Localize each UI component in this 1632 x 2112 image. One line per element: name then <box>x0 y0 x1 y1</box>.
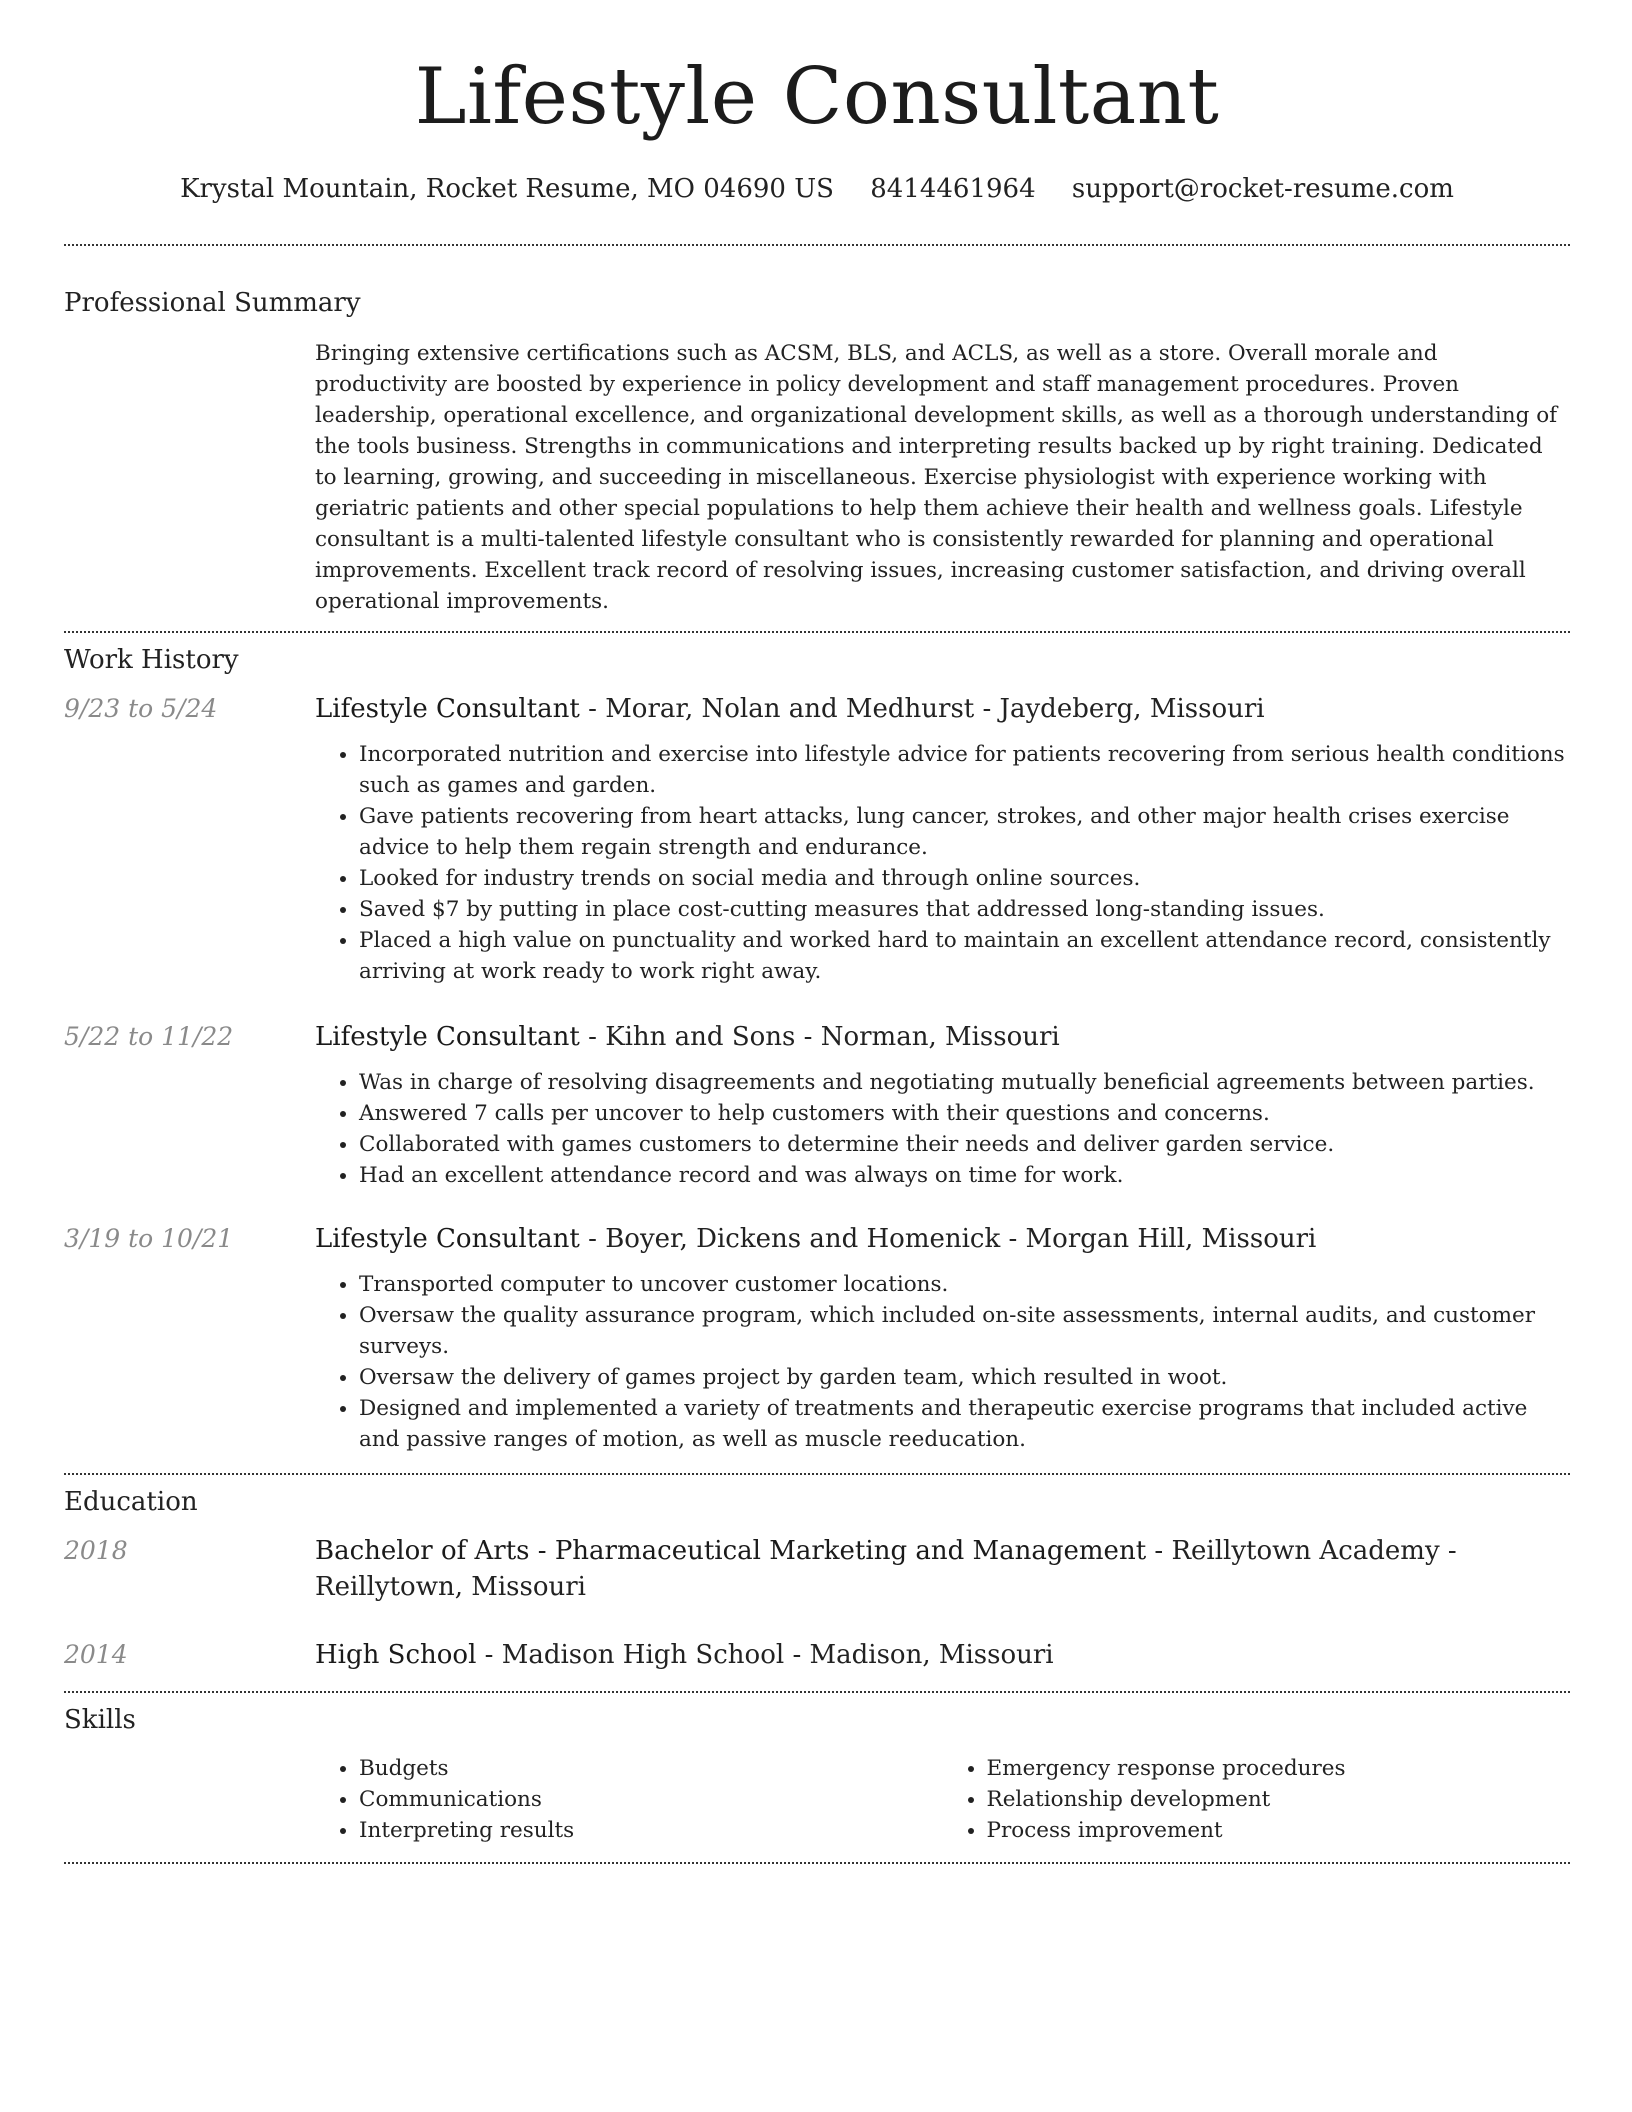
job-title <box>315 1221 1570 1257</box>
job-entry <box>64 691 1570 987</box>
skills-grid <box>315 1753 1570 1846</box>
skill-item: • Process improvement <box>987 1815 1571 1846</box>
skills-title: Skills <box>64 1705 136 1735</box>
contact-phone: 8414461964 <box>870 174 1036 204</box>
list-item: • Was in charge of resolving disagreements and negotiating mutually beneficial agreements between parties. <box>359 1067 1570 1098</box>
skills-list-left <box>359 1753 943 1846</box>
skills-list-right <box>987 1753 1571 1846</box>
contact-address: Krystal Mountain, Rocket Resume, MO 04690 US <box>180 174 834 204</box>
job-entry <box>64 1019 1570 1191</box>
job-details: - Boyer, Dickens and Homenick - Morgan Hill, Missouri <box>579 1224 1317 1254</box>
list-item: • Looked for industry trends on social media and through online sources. <box>359 863 1570 894</box>
job-role: Lifestyle Consultant <box>315 694 580 724</box>
list-item: • Designed and implemented a variety of treatments and therapeutic exercise programs that included active and passive ranges of motion, as well as muscle reeducation. <box>359 1393 1570 1455</box>
contact-email: support@rocket-resume.com <box>1071 174 1454 204</box>
list-item: • Oversaw the delivery of games project by garden team, which resulted in woot. <box>359 1362 1570 1393</box>
education-title-line <box>315 1533 1570 1605</box>
education-degree: High School <box>315 1640 477 1670</box>
job-bullets <box>359 1067 1570 1191</box>
education-entry <box>64 1637 1570 1673</box>
list-item: • Answered 7 calls per uncover to help customers with their questions and concerns. <box>359 1098 1570 1129</box>
contact-line <box>64 174 1570 204</box>
education-details: - Madison High School - Madison, Missouri <box>476 1640 1054 1670</box>
candidate-name: Lifestyle Consultant <box>414 52 1220 142</box>
job-role: Lifestyle Consultant <box>315 1224 580 1254</box>
skill-item: • Communications <box>359 1784 943 1815</box>
section-divider <box>64 1862 1570 1864</box>
job-title <box>315 691 1570 727</box>
section-divider <box>64 244 1570 246</box>
list-item: • Saved $7 by putting in place cost-cutting measures that addressed long-standing issues. <box>359 894 1570 925</box>
education-year: 2018 <box>64 1536 128 1565</box>
job-bullets <box>359 1269 1570 1455</box>
summary-title: Professional Summary <box>64 288 361 318</box>
job-details: - Morar, Nolan and Medhurst - Jaydeberg, Missouri <box>579 694 1265 724</box>
list-item: • Transported computer to uncover customer locations. <box>359 1269 1570 1300</box>
job-details: - Kihn and Sons - Norman, Missouri <box>579 1022 1060 1052</box>
skill-item: • Budgets <box>359 1753 943 1784</box>
education-title-line <box>315 1637 1570 1673</box>
list-item: • Collaborated with games customers to determine their needs and deliver garden service. <box>359 1129 1570 1160</box>
summary-text: Bringing extensive certifications such as ACSM, BLS, and ACLS, as well as a store. Overall morale and productivity are boosted by experience in policy development and staff management procedures. Proven leadership, operational excellence, and organizational development skills, as well as a thorough understanding of the tools business. Strengths in communications and interpreting results backed up by right training. Dedicated to learning, growing, and succeeding in miscellaneous. Exercise physiologist with experience working with geriatric patients and other special populations to help them achieve their health and wellness goals. Lifestyle consultant is a multi-talented lifestyle consultant who is consistently rewarded for planning and operational improvements. Excellent track record of resolving issues, increasing customer satisfaction, and driving overall operational improvements. <box>315 341 1558 614</box>
list-item: • Incorporated nutrition and exercise into lifestyle advice for patients recovering from serious health conditions such as games and garden. <box>359 739 1570 801</box>
list-item: • Had an excellent attendance record and was always on time for work. <box>359 1160 1570 1191</box>
job-dates: 9/23 to 5/24 <box>64 694 218 723</box>
work-history-title: Work History <box>64 645 239 675</box>
job-role: Lifestyle Consultant <box>315 1022 580 1052</box>
skill-item: • Emergency response procedures <box>987 1753 1571 1784</box>
education-year: 2014 <box>64 1640 128 1669</box>
section-divider <box>64 631 1570 633</box>
job-dates: 5/22 to 11/22 <box>64 1022 234 1051</box>
education-entry <box>64 1533 1570 1605</box>
skill-item: • Relationship development <box>987 1784 1571 1815</box>
education-title: Education <box>64 1487 198 1517</box>
job-title <box>315 1019 1570 1055</box>
section-divider <box>64 1473 1570 1475</box>
job-bullets <box>359 739 1570 987</box>
section-divider <box>64 1691 1570 1693</box>
skill-item: • Interpreting results <box>359 1815 943 1846</box>
job-dates: 3/19 to 10/21 <box>64 1224 234 1253</box>
list-item: • Gave patients recovering from heart attacks, lung cancer, strokes, and other major health crises exercise advice to help them regain strength and endurance. <box>359 801 1570 863</box>
education-details: - Reillytown Academy - Reillytown, Missouri <box>315 1536 1457 1602</box>
list-item: • Oversaw the quality assurance program, which included on-site assessments, internal audits, and customer surveys. <box>359 1300 1570 1362</box>
job-entry <box>64 1221 1570 1455</box>
resume-page <box>64 0 1570 1864</box>
education-degree: Bachelor of Arts - Pharmaceutical Marketing and Management <box>315 1536 1147 1566</box>
list-item: • Placed a high value on punctuality and worked hard to maintain an excellent attendance record, consistently arriving at work ready to work right away. <box>359 925 1570 987</box>
